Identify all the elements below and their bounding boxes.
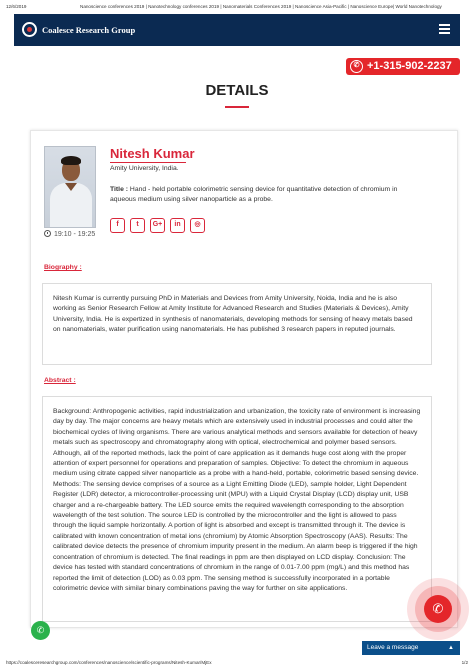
- talk-title-text: Hand - held portable colorimetric sensing device for quantitative detection of chromium in aqueous medium using silver nanoparticle as a probe.: [110, 186, 398, 203]
- print-header: [0, 0, 474, 14]
- page-title: DETAILS: [205, 82, 269, 99]
- clock-icon: [44, 230, 51, 237]
- biography-text: Nitesh Kumar is currently pursuing PhD in Materials and Devices from Amity University, Noida, India and he is also working as Senior Research Fellow at Amity Institute for Advanced Research and Studies (Materials & Devices), Amity University, India. He is expertized in synthesis of nanomaterials, developing methods for sensing of heavy metals based on nanomaterials, water purification using nanomaterials. He has published 3 research papers in reputed journals.: [53, 295, 413, 334]
- print-page-number: 1/2: [461, 660, 468, 665]
- biography-box: [42, 283, 432, 365]
- phone-button[interactable]: [346, 58, 460, 75]
- call-button[interactable]: [424, 595, 452, 623]
- session-time-text: 19:10 - 19:25: [54, 231, 96, 238]
- print-page-title: Nanoscience conferences 2019 | Nanotechnology conferences 2019 | Nanomaterials Conferences 2019 | Nanoscience Asia-Pacific | Nanoscience Europe| World Nanotechnology: [80, 4, 442, 9]
- leave-message-widget[interactable]: [362, 641, 460, 655]
- linkedin-icon[interactable]: in: [170, 218, 185, 233]
- print-date: 12/6/2019: [6, 4, 27, 9]
- leave-message-label: Leave a message: [367, 644, 419, 651]
- whatsapp-float-button[interactable]: [31, 621, 50, 640]
- facebook-icon[interactable]: f: [110, 218, 125, 233]
- menu-icon[interactable]: [439, 24, 450, 34]
- talk-title: [110, 185, 420, 204]
- title-underline: [225, 106, 249, 108]
- print-url: https://coalesceresearchgroup.com/conferences/nanoscience/scientific-programs/Nitesh-Kumar/MjEx: [6, 660, 212, 665]
- biography-label: Biography :: [44, 264, 82, 271]
- print-footer: [0, 657, 474, 671]
- abstract-box: [42, 396, 432, 622]
- brand-name[interactable]: Coalesce Research Group: [42, 25, 136, 35]
- twitter-icon[interactable]: t: [130, 218, 145, 233]
- speaker-name[interactable]: Nitesh Kumar: [110, 146, 195, 161]
- speaker-name-underline: [110, 162, 186, 163]
- abstract-text: Background: Anthropogenic activities, rapid industrialization and urbanization, the toxicity rate of environment is increasing day by day. The major concerns are heavy metals which are extensively used in industrial processes and could alter the biochemical cycles of living organisms. There are various analytical methods and sensors available for detection of heavy metals such as spectroscopy and chromatography along with optical, electrochemical and polymer based sensors. Although, all of the reported methods, lack the point of care application as it demands huge cost along with the proper attention of expert personnel for operations and preparation of samples. Objective: To detect the chromium in aqueous medium using citrate capped silver nanoparticle as a probe with a hand-held, portable, colorimetric based sensing device. Methods: The sensing device comprises of a source as a Light Emitting Diode (LED), sample holder, Light Dependent Register (LDR) detector, a microcontroller-processing unit (MPU) with a Liquid Crystal Display (LCD) display unit, USB charger and a re-chargeable battery. The LED source emits the required wavelength corresponding to the absorption wavelength of the test solution. The source LED is controlled by the microcontroller and the light is allowed to pass through the liquid sample horizontally. A portion of light is absorbed and except is transmitted through it. The device is calibrated with known concentration of metal ions (chromium) by Atomic Absorption Spectroscopy (AAS). Results: The calibrated device detects the presence of chromium impurity present in the medium. An alarm beep is triggered if the high concentration of chromium is detected. The final readings in ppm are then displayed on LCD display. Conclusion: The device has tested with standard concentrations of chromium in the range of 0.01-7.00 ppm (mg/L) and this method has reported the limit of detection (LOD) as 0.03 ppm. The sensing method is successfully incorporated in a portable colorimetric device with similar binary combinations paving the way for further on site applications.: [53, 408, 421, 592]
- abstract-label: Abstract :: [44, 377, 76, 384]
- google-plus-icon[interactable]: G+: [150, 218, 165, 233]
- brand-logo-icon[interactable]: [22, 22, 37, 37]
- whatsapp-icon: ✆: [350, 60, 363, 73]
- top-navbar: [14, 14, 460, 46]
- chevron-up-icon: ▲: [448, 645, 454, 651]
- session-time: [44, 230, 95, 238]
- phone-number: +1-315-902-2237: [367, 60, 452, 72]
- whatsapp-float-icon: ✆: [36, 625, 45, 635]
- instagram-icon[interactable]: ◎: [190, 218, 205, 233]
- speaker-affiliation: Amity University, India.: [110, 165, 179, 172]
- phone-icon: ✆: [432, 601, 444, 616]
- talk-title-label: Title :: [110, 186, 129, 193]
- speaker-photo: [44, 146, 96, 228]
